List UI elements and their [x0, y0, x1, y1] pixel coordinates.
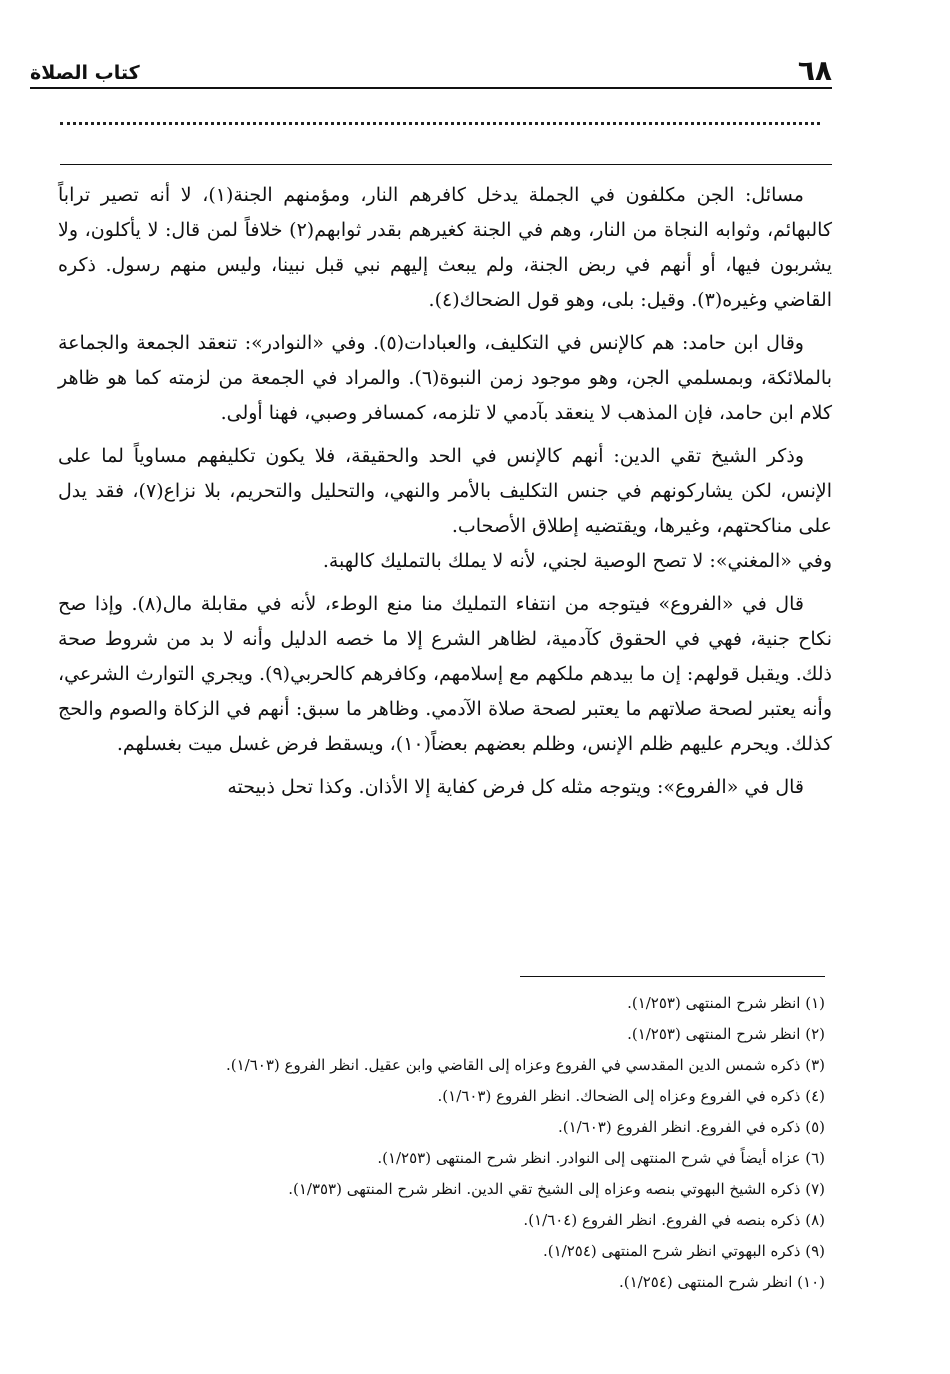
- footnote: (٧) ذكره الشيخ البهوتي بنصه وعزاه إلى الشيخ تقي الدين. انظر شرح المنتهى (١/٣٥٣).: [288, 1180, 825, 1198]
- footnotes-list: [58, 988, 825, 1298]
- footnote: (٤) ذكره في الفروع وعزاه إلى الضحاك. انظر الفروع (١/٦٠٣).: [437, 1087, 825, 1105]
- page-header: [30, 44, 832, 88]
- footnote: (٩) ذكره البهوتي انظر شرح المنتهى (١/٢٥٤).: [542, 1242, 825, 1260]
- footnote: (٣) ذكره شمس الدين المقدسي في الفروع وعزاه إلى القاضي وابن عقيل. انظر الفروع (١/٦٠٣).: [225, 1056, 825, 1074]
- paragraph: قال في «الفروع»: ويتوجه مثله كل فرض كفاية إلا الأذان. وكذا تحل ذبيحته: [227, 776, 804, 798]
- paragraph: وقال ابن حامد: هم كالإنس في التكليف، والعبادات(٥). وفي «النوادر»: تنعقد الجمعة والجماعة بالملائكة، وبمسلمي الجن، وهو موجود زمن النبوة(٦). والمراد في الجمعة من لزمته كما هو ظاهر كلام ابن حامد، فإن المذهب لا ينعقد بآدمي لا تلزمه، كمسافر وصبي، فهنا أولى.: [58, 332, 832, 424]
- ellipsis-dots: [60, 122, 820, 135]
- running-title: كتاب الصلاة: [30, 62, 140, 84]
- paragraph: وفي «المغني»: لا تصح الوصية لجني، لأنه لا يملك بالتمليك كالهبة.: [322, 550, 832, 572]
- section-rule: [60, 164, 832, 165]
- footnote: (١٠) انظر شرح المنتهى (١/٢٥٤).: [619, 1273, 825, 1291]
- footnote-rule: [520, 976, 825, 977]
- footnote: (٢) انظر شرح المنتهى (١/٢٥٣).: [627, 1025, 825, 1043]
- page-number: ٦٨: [797, 54, 832, 87]
- header-rule: [30, 87, 832, 89]
- footnote: (٥) ذكره في الفروع. انظر الفروع (١/٦٠٣).: [557, 1118, 825, 1136]
- footnote: (١) انظر شرح المنتهى (١/٢٥٣).: [627, 994, 825, 1012]
- paragraph: قال في «الفروع» فيتوجه من انتفاء التمليك منا منع الوطء، لأنه في مقابلة مال(٨). وإذا صح نكاح جنية، فهي في الحقوق كآدمية، لظاهر الشرع إلا ما خصه الدليل وأنه لا بد من شروط صحة ذلك. ويقبل قولهم: إن ما بيدهم ملكهم مع إسلامهم، وكافرهم كالحربي(٩). ويجري التوارث الشرعي، وأنه يعتبر لصحة صلاتهم ما يعتبر لصحة صلاة الآدمي. وظاهر ما سبق: أنهم في الزكاة والصوم والحج كذلك. ويحرم عليهم ظلم الإنس، وظلم بعضهم بعضاً(١٠)، ويسقط فرض غسل ميت بغسلهم.: [58, 593, 832, 755]
- paragraph: وذكر الشيخ تقي الدين: أنهم كالإنس في الحد والحقيقة، فلا يكون تكليفهم مساوياً لما على الإنس، لكن يشاركونهم في جنس التكليف بالأمر والنهي، والتحليل والتحريم، بلا نزاع(٧)، فقد يدل على مناكحتهم، وغيرها، ويقتضيه إطلاق الأصحاب.: [58, 445, 832, 537]
- main-text: [58, 178, 832, 813]
- footnote: (٨) ذكره بنصه في الفروع. انظر الفروع (١/٦٠٤).: [523, 1211, 825, 1229]
- footnote: (٦) عزاه أيضاً في شرح المنتهى إلى النوادر. انظر شرح المنتهى (١/٢٥٣).: [377, 1149, 825, 1167]
- paragraph: مسائل: الجن مكلفون في الجملة يدخل كافرهم النار، ومؤمنهم الجنة(١)، لا أنه تصير تراباً كالبهائم، وثوابه النجاة من النار، وهم في الجنة كغيرهم بقدر ثوابهم(٢) خلافاً لمن قال: لا يأكلون، ولا يشربون فيها، أو أنهم في ربض الجنة، ولم يبعث إليهم نبي قبل نبينا، وليس منهم رسول. ذكره القاضي وغيره(٣). وقيل: بلى، وهو قول الضحاك(٤).: [58, 184, 832, 311]
